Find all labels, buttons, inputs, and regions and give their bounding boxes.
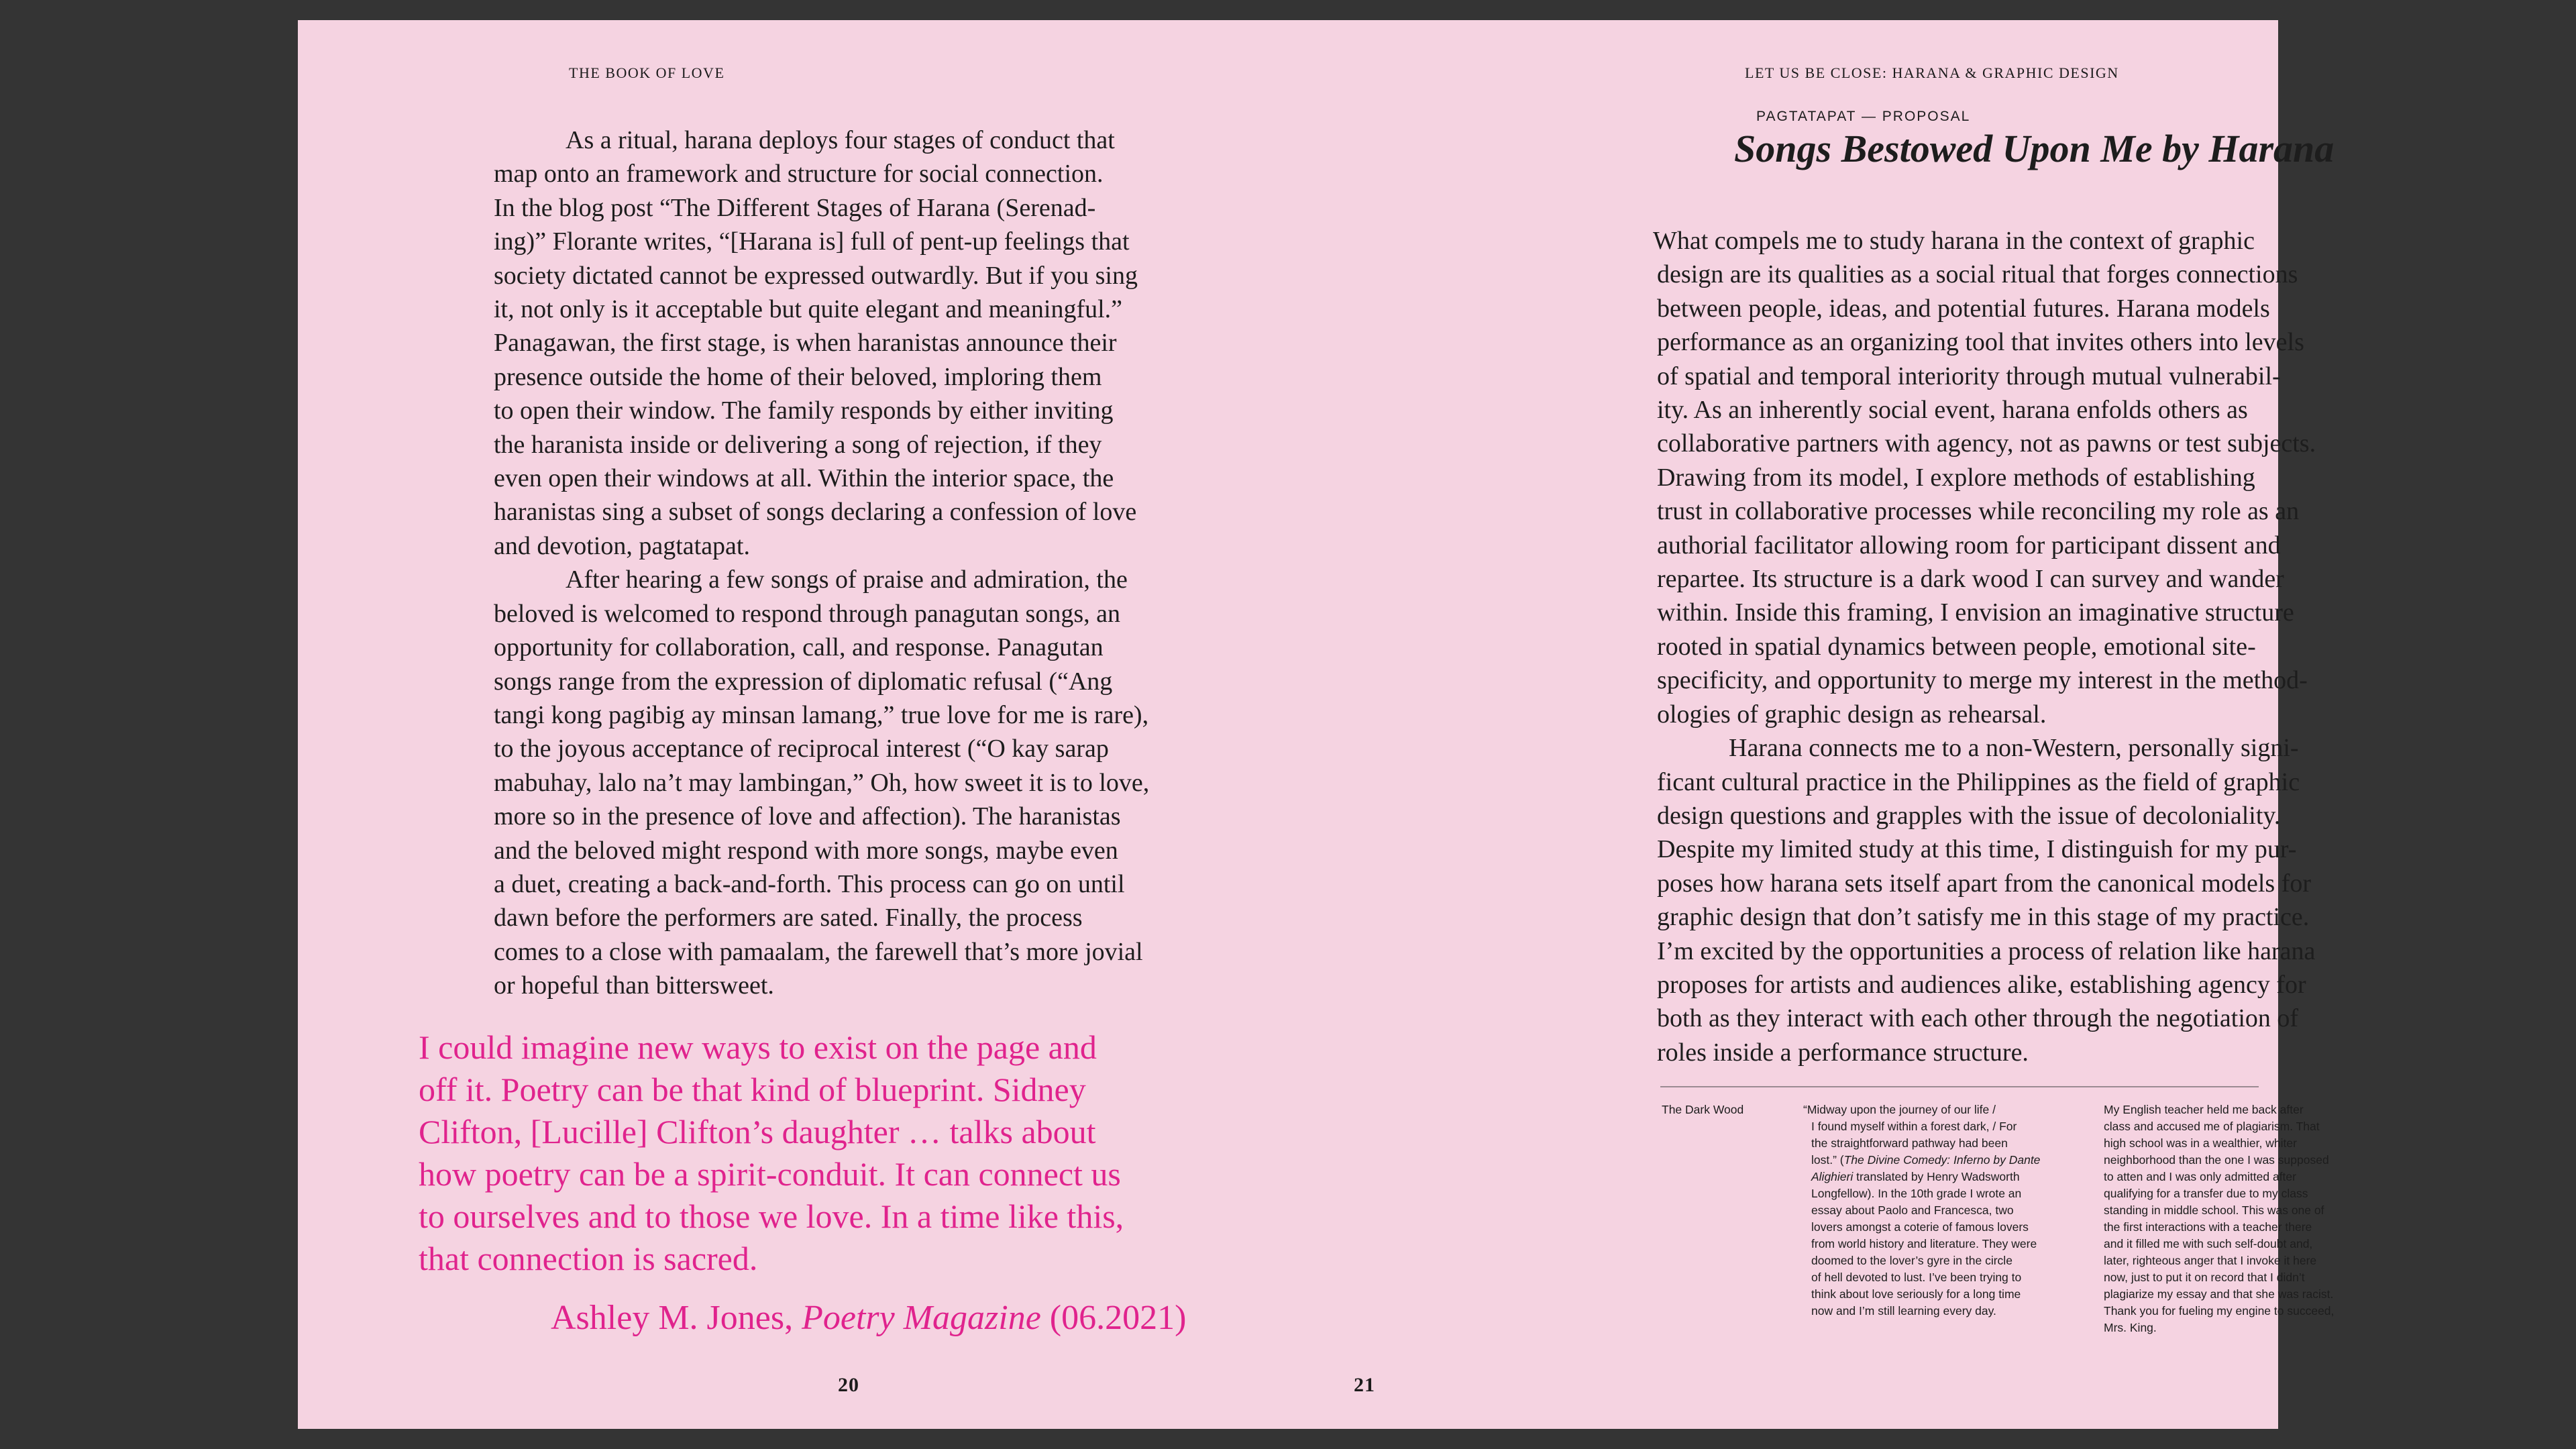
body-line: ity. As an inherently social event, harana enfolds others as xyxy=(1657,396,2248,425)
body-line: and devotion, pagtatapat. xyxy=(494,531,750,560)
footnote-line: I found myself within a forest dark, / For xyxy=(1811,1120,2017,1133)
footnote-line: now and I’m still learning every day. xyxy=(1811,1304,1996,1318)
body-line: proposes for artists and audiences alike, establishing agency for xyxy=(1657,970,2306,999)
footnote-line: neighborhood than the one I was supposed xyxy=(2104,1153,2329,1167)
footnote-line xyxy=(1803,1169,2040,1185)
body-line: graphic design that don’t satisfy me in this stage of my practice. xyxy=(1657,903,2310,932)
footnote-divider xyxy=(1660,1086,2259,1087)
quote-line: I could imagine new ways to exist on the page and xyxy=(419,1028,1097,1066)
body-line: to open their window. The family responds by either inviting xyxy=(494,396,1114,425)
footnote-line: essay about Paolo and Francesca, two xyxy=(1811,1203,2014,1217)
quote-attribution xyxy=(551,1298,1186,1338)
body-line: more so in the presence of love and affection). The haranistas xyxy=(494,802,1121,831)
footnote-english-teacher xyxy=(2104,1102,2334,1336)
body-line: a duet, creating a back-and-forth. This process can go on until xyxy=(494,869,1125,898)
footnote-line: from world history and literature. They were xyxy=(1811,1237,2037,1250)
body-line: to the joyous acceptance of reciprocal interest (“O kay sarap xyxy=(494,735,1109,763)
footnote-line: plagiarize my essay and that she was racist. xyxy=(2104,1287,2334,1301)
body-line: haranistas sing a subset of songs declaring a confession of love xyxy=(494,498,1137,527)
footnote-line: Thank you for fueling my engine to succeed, xyxy=(2104,1304,2334,1318)
body-line: Drawing from its model, I explore methods of establishing xyxy=(1657,463,2255,492)
footnote-line: and it filled me with such self-doubt and, xyxy=(2104,1237,2313,1250)
body-line: ologies of graphic design as rehearsal. xyxy=(1657,700,2047,729)
quote-line: that connection is sacred. xyxy=(419,1240,758,1277)
footnote-line: class and accused me of plagiarism. That xyxy=(2104,1120,2320,1133)
body-line: As a ritual, harana deploys four stages of conduct that xyxy=(566,126,1115,154)
body-line: or hopeful than bittersweet. xyxy=(494,971,774,1000)
body-line: and the beloved might respond with more songs, maybe even xyxy=(494,836,1118,865)
running-head-left: THE BOOK OF LOVE xyxy=(569,64,725,81)
body-line: mabuhay, lalo na’t may lambingan,” Oh, how sweet it is to love, xyxy=(494,768,1150,797)
body-line: collaborative partners with agency, not as pawns or test subjects. xyxy=(1657,429,2316,458)
footnote-line: the first interactions with a teacher there xyxy=(2104,1220,2312,1234)
page-number-right: 21 xyxy=(1354,1374,1375,1396)
left-body-text xyxy=(494,123,1150,1003)
footnote-line: Longfellow). In the 10th grade I wrote an xyxy=(1811,1187,2022,1200)
footnote-line: lovers amongst a coterie of famous lovers xyxy=(1811,1220,2029,1234)
body-line: rooted in spatial dynamics between people, emotional site- xyxy=(1657,632,2256,661)
body-line: songs range from the expression of diplomatic refusal (“Ang xyxy=(494,667,1113,696)
quote-line: how poetry can be a spirit-conduit. It can connect us xyxy=(419,1155,1121,1193)
body-line: beloved is welcomed to respond through panagutan songs, an xyxy=(494,599,1120,628)
body-line: ing)” Florante writes, “[Harana is] full of pent-up feelings that xyxy=(494,227,1130,256)
body-line: Despite my limited study at this time, I distinguish for my pur- xyxy=(1657,835,2297,864)
body-line: poses how harana sets itself apart from the canonical models for xyxy=(1657,869,2312,898)
body-line: tangi kong pagibig ay minsan lamang,” true love for me is rare), xyxy=(494,700,1149,729)
book-spread xyxy=(298,20,2334,1429)
body-line: the haranista inside or delivering a song of rejection, if they xyxy=(494,430,1102,459)
footnote-line: standing in middle school. This was one of xyxy=(2104,1203,2324,1217)
footnote-line: qualifying for a transfer due to my class xyxy=(2104,1187,2308,1200)
running-head-right: LET US BE CLOSE: HARANA & GRAPHIC DESIGN xyxy=(1745,64,2119,81)
body-line: performance as an organizing tool that invites others into levels xyxy=(1657,328,2304,357)
quote-line: Clifton, [Lucille] Clifton’s daughter … talks about xyxy=(419,1113,1096,1150)
footnote-line: the straightforward pathway had been xyxy=(1811,1136,2008,1150)
body-line: map onto an framework and structure for social connection. xyxy=(494,160,1104,189)
section-label: PAGTATAPAT — PROPOSAL xyxy=(1756,109,1971,124)
footnote-line: to atten and I was only admitted after xyxy=(2104,1170,2296,1183)
attribution-author: Ashley M. Jones, xyxy=(551,1299,794,1337)
body-line: specificity, and opportunity to merge my interest in the method- xyxy=(1657,666,2308,695)
footnote-line: later, righteous anger that I invoke it here xyxy=(2104,1254,2317,1267)
body-line: between people, ideas, and potential futures. Harana models xyxy=(1657,294,2270,323)
body-line: dawn before the performers are sated. Finally, the process xyxy=(494,904,1083,932)
body-line: of spatial and temporal interiority through mutual vulnerabil- xyxy=(1657,362,2281,390)
attribution-publication: Poetry Magazine xyxy=(802,1299,1041,1337)
body-line: design questions and grapples with the issue of decoloniality. xyxy=(1657,801,2281,830)
attribution-date: (06.2021) xyxy=(1049,1299,1187,1337)
body-line: it, not only is it acceptable but quite elegant and meaningful.” xyxy=(494,295,1123,324)
footnote-text: lost.” ( xyxy=(1811,1153,1844,1167)
footnote-line: My English teacher held me back after xyxy=(2104,1103,2304,1116)
body-line: society dictated cannot be expressed outwardly. But if you sing xyxy=(494,261,1138,290)
body-line: presence outside the home of their beloved, imploring them xyxy=(494,362,1102,391)
footnote-line: high school was in a wealthier, whiter xyxy=(2104,1136,2297,1150)
footnote-line: Mrs. King. xyxy=(2104,1321,2157,1334)
body-line: repartee. Its structure is a dark wood I can survey and wander xyxy=(1657,565,2284,594)
body-line: authorial facilitator allowing room for participant dissent and xyxy=(1657,531,2281,559)
quote-line: off it. Poetry can be that kind of blueprint. Sidney xyxy=(419,1071,1086,1108)
footnote-title-italic: The Divine Comedy: Inferno by Dante xyxy=(1843,1153,2041,1167)
quote-line: to ourselves and to those we love. In a time like this, xyxy=(419,1197,1124,1235)
page-number-left: 20 xyxy=(838,1374,859,1396)
body-line: What compels me to study harana in the context of graphic xyxy=(1653,227,2255,255)
footnote-label xyxy=(1662,1102,1743,1118)
right-body-text xyxy=(1653,224,2316,1069)
body-line: In the blog post “The Different Stages of Harana (Serenad- xyxy=(494,193,1096,222)
body-line: trust in collaborative processes while reconciling my role as an xyxy=(1657,497,2300,526)
footnote-line: of hell devoted to lust. I’ve been trying to xyxy=(1811,1271,2022,1284)
body-line: Harana connects me to a non-Western, personally signi- xyxy=(1729,734,2299,763)
footnote-label-text: The Dark Wood xyxy=(1662,1103,1744,1116)
body-line: within. Inside this framing, I envision an imaginative structure xyxy=(1657,598,2294,627)
body-line: opportunity for collaboration, call, and response. Panagutan xyxy=(494,633,1104,662)
right-page xyxy=(1288,20,2334,1429)
left-page xyxy=(298,20,1288,1429)
footnote-line: “Midway upon the journey of our life / xyxy=(1803,1103,1996,1116)
body-line: comes to a close with pamaalam, the farewell that’s more jovial xyxy=(494,937,1143,966)
body-line: design are its qualities as a social ritual that forges connections xyxy=(1657,260,2298,289)
section-title: Songs Bestowed Upon Me by Harana xyxy=(1734,127,2334,170)
footnote-text: translated by Henry Wadsworth xyxy=(1853,1170,2020,1183)
footnote-line: think about love seriously for a long time xyxy=(1811,1287,2021,1301)
body-line: both as they interact with each other through the negotiation of xyxy=(1657,1004,2299,1033)
footnote-line xyxy=(1803,1152,2040,1169)
body-line: ficant cultural practice in the Philippines as the field of graphic xyxy=(1657,767,2300,796)
body-line: roles inside a performance structure. xyxy=(1657,1038,2029,1067)
body-line: Panagawan, the first stage, is when haranistas announce their xyxy=(494,329,1117,358)
body-line: After hearing a few songs of praise and admiration, the xyxy=(566,566,1128,594)
footnote-line: now, just to put it on record that I didn’t xyxy=(2104,1271,2305,1284)
body-line: even open their windows at all. Within the interior space, the xyxy=(494,464,1114,493)
body-line: I’m excited by the opportunities a process of relation like harana xyxy=(1657,936,2316,965)
footnote-dark-wood xyxy=(1803,1102,2040,1320)
pull-quote xyxy=(419,1026,1124,1280)
footnote-title-italic: Alighieri xyxy=(1811,1170,1854,1183)
footnote-line: doomed to the lover’s gyre in the circle xyxy=(1811,1254,2012,1267)
